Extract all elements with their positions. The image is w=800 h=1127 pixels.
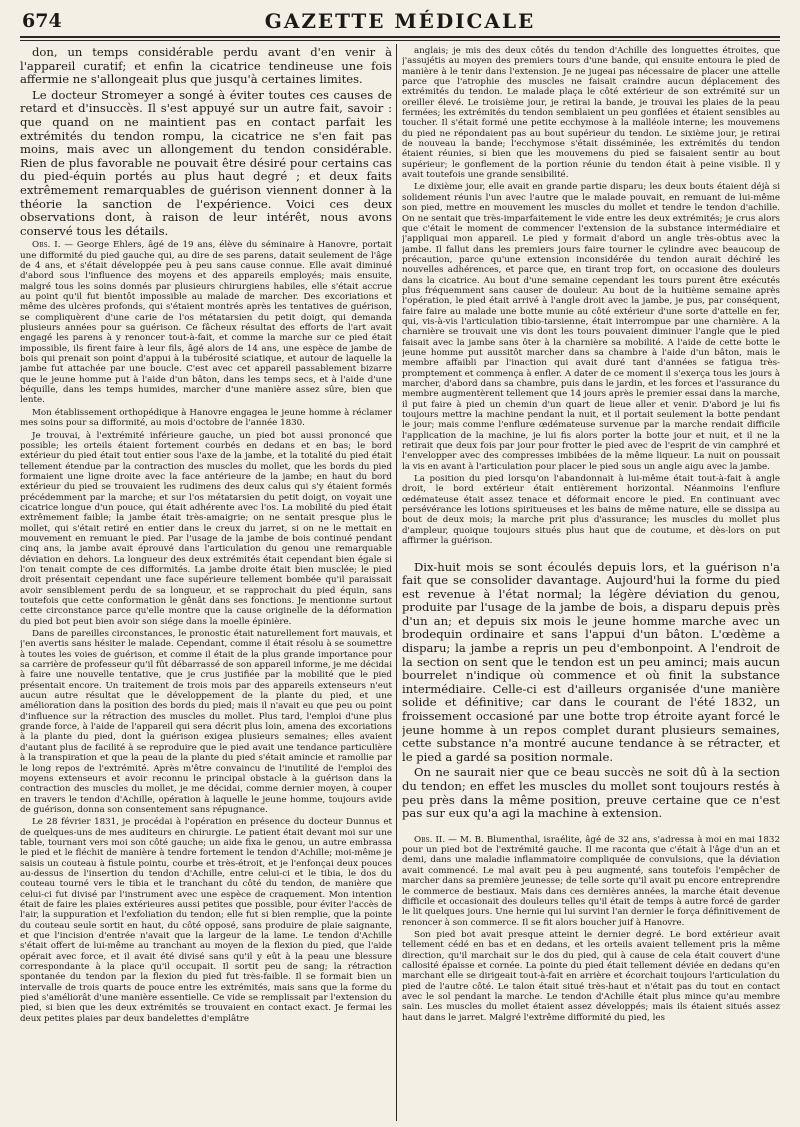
paragraph-text: Le dixième jour, elle avait en grande partie disparu; les deux bouts étaient déjà si solidement réunis l'un avec l'autre que le malade pouvait, en remuant de lui-même son pied, mettre en mouvement les muscles du mollet et tendre le tendon d'achille. On ne sentait que très-imparfaitement le vide entre les deux extrémités; je crus alors que c'était le moment de commencer l'extension de la substance intermédiaire et j'appliquai mon appareil. Le pied y formait d'abord un angle très-obtus avec la jambe. Il fallut dans les premiers jours faire tourner le cylindre avec beaucoup de précaution, parce qu'une extension inconsidérée du tendon aurait déchiré les nouvelles adhérences, et parce que, en tirant trop fort, on occasione des douleurs dans la cicatrice. Au bout d'une semaine cependant les tours purent être exécutés plus fréquemment sans causer de douleur. Au bout de la huitième semaine après l'opération, le pied était arrivé à l'angle droit avec la jambe, je pus, par conséquent, faire faire au malade une botte munie au côté extérieur d'une sorte d'attelle en fer, qui, vis-à-vis l'articulation tibio-tarsienne, était interrompue par une charnière. A la charnière se trouvait une vis dont les tours pouvaient diminuer l'angle que le pied faisait avec la jambe sans ôter à la charnière sa mobilité. A l'aide de cette botte le jeune homme put aussitôt marcher dans sa chambre à l'aide d'un bâton, mais le membre affaibli par l'inaction qui avait duré tant d'années se fatigua très-promptement et commença à enfler. A dater de ce moment il s'exerça tous les jours à marcher, d'abord dans sa chambre, puis dans le jardin, et les forces et l'assurance du membre augmentèrent tellement que 14 jours après le premier essai dans la marche, il put faire à pied un chemin d'un quart de lieue aller et venir. D'abord je lui fis toujours mettre la machine pendant la nuit, et il portait seulement la botte pendant le jour; mais comme l'enflure œdémateuse survenue par la marche rendait difficile l'application de la machine, je lui fis alors porter la botte jour et nuit, et il ne la retirait que deux fois par jour pour frotter le pied avec de l'esprit de vin camphré et l'envelopper avec des compresses imbibées de la même liqueur. La nuit on poussait la vis en avant à l'articulation pour placer le pied sous un angle aigu avec la jambe. xyxy=(402,182,780,472)
paragraph xyxy=(20,629,392,815)
paragraph-text: Je trouvai, à l'extrémité inférieure gauche, un pied bot aussi prononcé que possible; les orteils étaient fortement courbés en dedans et en bas; le bord extérieur du pied était tout entier sous l'axe de la jambe, et la totalité du pied était tellement étendue par la contraction des muscles du mollet, que les bords du pied formaient une ligne droite avec la face antérieure de la jambe; en haut du bord extérieur du pied se trouvaient les rudimens des deux calus qui s'y étaient formés précédemment par la marche; et sur l'os métatarsien du petit doigt, on voyait une cicatrice longue d'un pouce, qui était adhérente avec l'os. La mobilité du pied était extrêmement faible; la jambe était très-amaigrie; on ne sentait presque plus le mollet, qui s'était retiré en entier dans le creux du jarret, si on ne le mettait en mouvement en remuant le pied. Par l'usage de la jambe de bois continué pendant cinq ans, la jambe avait éprouvé dans l'articulation du genou une remarquable déviation en dehors. La longueur des deux extrémités était cependant bien égale si l'on tenait compte de ces difformités. La jambe droite était bien musclée; le pied droit présentait cependant une face supérieure tellement bombée qu'il paraissait avoir sensiblement perdu de sa longueur, et se rapprochait du pied équin, sans toutefois que cette conformation le gênât dans ses fonctions. Je mentionne surtout cette circonstance parce qu'elle montre que la cause originelle de la déformation du pied bot peut bien avoir son siége dans la moelle épinière. xyxy=(20,430,392,627)
column-divider xyxy=(396,44,397,1121)
observation-paragraph xyxy=(20,240,392,406)
paragraph-text: Dix-huit mois se sont écoulés depuis lors, et la guérison n'a fait que se consolider davantage. Aujourd'hui la forme du pied est revenue à l'état normal; la légère déviation du genou, produite par l'usage de la jambe de bois, a disparu depuis près d'un an; et depuis six mois le jeune homme marche avec un brodequin ordinaire et sans l'appui d'un bâton. L'œdème a disparu; la jambe a repris un peu d'embonpoint. A l'endroit de la section on sent que le tendon est un peu aminci; mais aucun bourrelet n'indique où commence et où finit la substance intermédiaire. Celle-ci est d'ailleurs organisée d'une manière solide et définitive; car dans le courant de l'été 1832, un froissement occasioné par une botte trop étroite ayant forcé le jeune homme à un repos complet durant plusieurs semaines, cette substance n'a montré aucune tendance à se rétracter, et le pied a gardé sa position normale. xyxy=(402,559,780,764)
paragraph xyxy=(20,431,392,628)
paragraph xyxy=(20,89,392,239)
paragraph-text: Mon établissement orthopédique à Hanovre engagea le jeune homme à réclamer mes soins pour sa difformité, au mois d'octobre de l'année 1830. xyxy=(20,407,392,429)
paragraph-text: La position du pied lorsqu'on l'abandonnait à lui-même était tout-à-fait à angle droit, le bord extérieur était entièrement horizontal. Néanmoins l'enflure œdémateuse était assez tenace et déformait encore le pied. En continuant avec persévérance les lotions spiritueuses et les bains de même nature, elle se dissipa au bout de deux mois; la marche prit plus d'assurance; les muscles du mollet plus d'ampleur, quoique toujours situés plus haut que de coutume, et dès-lors on put affirmer la guérison. xyxy=(402,474,780,547)
paragraph xyxy=(402,474,780,546)
paragraph xyxy=(402,930,780,1023)
paragraph xyxy=(402,766,780,820)
observation-label: Obs. II. xyxy=(414,834,446,845)
journal-title: GAZETTE MÉDICALE xyxy=(264,9,536,33)
paragraph xyxy=(402,46,780,180)
observation-paragraph xyxy=(402,835,780,928)
paragraph-text: — M. B. Blumenthal, israélite, âgé de 32 ans, s'adressa à moi en mai 1832 pour un pied bot de l'extrémité gauche. Il me raconta que c'était à l'âge d'un an et demi, dans une maladie inflammatoire compliquée de convulsions, que la déviation avait commencé. Le mal avait peu à peu augmenté, sans toutefois l'empêcher de marcher dans sa première jeunesse; de telle sorte qu'il avait pu encore entreprendre le commerce de bestiaux. Mais dans ces dernières années, la marche était devenue difficile et occasionait des douleurs telles qu'il était de temps à autre forcé de garder le lit quelques jours. Une hernie qui lui survint l'an dernier le força définitivement de renoncer à son commerce. Il se fit alors boucher juif à Hanovre. xyxy=(402,834,780,928)
paragraph-text: Le docteur Stromeyer a songé à éviter toutes ces causes de retard et d'insuccès. Il s'est appuyé sur un autre fait, savoir : que quand on ne maintient pas en contact parfait les extrémités du tendon rompu, la cicatrice ne s'en fait pas moins, mais avec un allongement du tendon considérable. Rien de plus favorable ne pouvait être désiré pour certains cas du pied-équin portés au plus haut degré ; et deux faits extrêmement remarquables de guérison viennent donner à la théorie la sanction de l'expérience. Voici ces deux observations dont, à raison de leur intérêt, nous avons conservé tous les détails. xyxy=(20,87,392,238)
paragraph-text: Le 28 février 1831, je procédai à l'opération en présence du docteur Dunnus et de quelques-uns de mes auditeurs en chirurgie. Le patient était devant moi sur une table, tournant vers moi son côté gauche; un aide fixa le genou, un autre embrassa le pied et le fléchit de manière à tendre fortement le tendon d'Achille; moi-même je saisis un couteau à fistule pointu, courbe et très-étroit, et je l'enfonçai deux pouces au-dessus de l'insertion du tendon d'Achille, entre celui-ci et le tibia, le dos du couteau tourné vers le tibia et le tranchant du côté du tendon, de manière que celui-ci fut divisé par l'instrument avec une espèce de craquement. Mon intention était de faire les plaies extérieures aussi petites que possible, pour éviter l'accès de l'air, la suppuration et l'exfoliation du tendon; elle fut si bien remplie, que la pointe du couteau seule sortit en haut, du côté opposé, sans produire de plaie saignante, et que l'incision d'entrée n'avait que la largeur de la lame. Le tendon d'Achille s'était offert de lui-même au tranchant au moyen de la flexion du pied, que l'aide opérait avec force, et il avait été divisé sans qu'il y eût à la peau une blessure correspondante à la place qu'il occupait. Il sortit peu de sang; la rétraction spontanée du tendon par la flexion du pied fut très-faible. Il se formait bien un intervalle de trois quarts de pouce entre les extrémités, mais sans que la forme du pied s'améliorât d'une manière essentielle. Ce vide se remplissait par l'extension du pied, si bien que les deux extrémités se trouvaient en contact exact. Je fermai les deux petites plaies par deux bandelettes d'emplâtre xyxy=(20,817,392,1024)
page-header xyxy=(20,6,780,38)
observation-label: Obs. I. xyxy=(32,240,61,251)
paragraph-text: don, un temps considérable perdu avant d'en venir à l'appareil curatif; et enfin la cicatrice tendineuse une fois affermie ne s'allongeait plus que jusqu'à certaines limites. xyxy=(20,46,392,87)
paragraph xyxy=(20,46,392,87)
paragraph xyxy=(402,561,780,765)
paragraph-text: Dans de pareilles circonstances, le pronostic était naturellement fort mauvais, et j'en avertis sans hésiter le malade. Cependant, comme il était résolu à se soumettre à toutes les voies de guérison, et comme il était de la plus grande importance pour sa carrière de professeur qu'il fût débarrassé de son appareil informe, je me décidai à faire une nouvelle tentative, que je crus justifiée par la mobilité que le pied présentait encore. Un traitement de trois mois par des appareils extenseurs n'eut aucun autre résultat que le développement de la plante du pied, et une amélioration dans la position des bords du pied; mais il n'avait eu que peu ou point d'influence sur la rétraction des muscles du mollet. Plus tard, l'emploi d'une plus grande force, à l'aide de l'appareil qui sera décrit plus loin, amena des excoriations à la plante du pied, dont la guérison exigea plusieurs semaines; elles avaient d'autant plus de facilité à se reproduire que le pied avait une tendance particulière à la transpiration et que la peau de la plante du pied s'était amincie et ramollie par le long repos de l'extrémité. Après m'être convaincu de l'inutilité de l'emploi des moyens extenseurs et avoir reconnu le principal obstacle à la guérison dans la contraction des muscles du mollet, je me décidai, comme dernier moyen, à couper en travers le tendon d'Achille, opération à laquelle le jeune homme, toujours avide de guérison, donna son consentement sans répugnance. xyxy=(20,629,392,815)
header-rule xyxy=(20,40,780,41)
paragraph-text: anglais; je mis des deux côtés du tendon d'Achille des longuettes étroites, que j'assujétis au moyen des premiers tours d'une bande, qui ensuite entoura le pied de manière à le tenir dans l'extension. Je ne jugeai pas nécessaire de placer une attelle parce que l'atrophie des muscles ne faisait craindre aucun déplacement des extrémités du tendon. Le malade plaça le côté extérieur de son extrémité sur un oreiller élevé. Le troisième jour, je retirai la bande, je trouvai les plaies de la peau fermées; les extrémités du tendon semblaient un peu gonflées et étaient sensibles au toucher. Il s'était formé une petite ecchymose à la malléole interne; les mouvemens du pied ne répondaient pas au bout supérieur du tendon. Le sixième jour, je retirai de nouveau la bande; l'ecchymose s'était disséminée, les extrémités du tendon étaient réunies, si bien que les mouvemens du pied se faisaient sentir au bout supérieur; le gonflement de la portion réunie du tendon était à peine visible. Il y avait toutefois une grande sensibilité. xyxy=(402,46,780,181)
paragraph xyxy=(20,817,392,1024)
section-spacer xyxy=(402,823,780,835)
paragraph-text: Son pied bot avait presque atteint le dernier degré. Le bord extérieur avait tellement cédé en bas et en dedans, et les orteils avaient tellement pris la même direction, qu'il marchait sur le dos du pied, qui à cause de cela était couvert d'une callosité épaisse et cornée. La pointe du pied était tellement déviée en dedans qu'en marchant elle se dirigeait tout-à-fait en arrière et écorchait toujours l'articulation du pied de l'autre côté. Le talon était situé très-haut et n'était pas du tout en contact avec le sol pendant la marche. Le tendon d'Achille était plus mince qu'au membre sain. Les muscles du mollet étaient assez développés; mais ils étaient situés assez haut dans le jarret. Malgré l'extrême difformité du pied, les xyxy=(402,929,780,1023)
paragraph-text: — George Ehlers, âgé de 19 ans, élève du séminaire à Hanovre, portait une difformité du pied gauche qui, au dire de ses parens, datait seulement de l'âge de 4 ans, et s'était développée peu à peu sans cause connue. Elle avait diminué d'abord sous l'influence des moyens et des appareils employés; mais ensuite, malgré tous les soins donnés par plusieurs chirurgiens habiles, elle s'était accrue au point qu'il fut bientôt impossible au malade de marcher. Des excoriations et même des ulcères profonds, qui s'étaient montrés après les tentatives de guérison, se compliquèrent d'une carie de l'os métatarsien du petit doigt, qui demanda plusieurs années pour sa guérison. Ce fâcheux résultat des efforts de l'art avait engagé les parens à y renoncer tout-à-fait, et comme la marche sur ce pied était impossible, ils firent faire à leur fils, âgé alors de 14 ans, une espèce de jambe de bois qui prenait son point d'appui à la tubérosité sciatique, et autour de laquelle la jambe fut attachée par une boucle. C'est avec cet appareil passablement bizarre que le jeune homme put à l'aide d'un bâton, dans les temps secs, et à l'aide d'une béquille, dans les temps humides, marcher d'une manière assez sûre, bien que lente. xyxy=(20,240,392,406)
paragraph-text: On ne saurait nier que ce beau succès ne soit dû à la section du tendon; en effet les muscles du mollet sont toujours restés à peu près dans la même position, preuve certaine que ce n'est pas sur eux qu'a agi la machine à extension. xyxy=(402,765,780,821)
right-column xyxy=(402,46,780,1121)
left-column xyxy=(20,46,392,1121)
paragraph xyxy=(402,182,780,472)
paragraph xyxy=(20,408,392,429)
page-number: 674 xyxy=(22,10,62,32)
